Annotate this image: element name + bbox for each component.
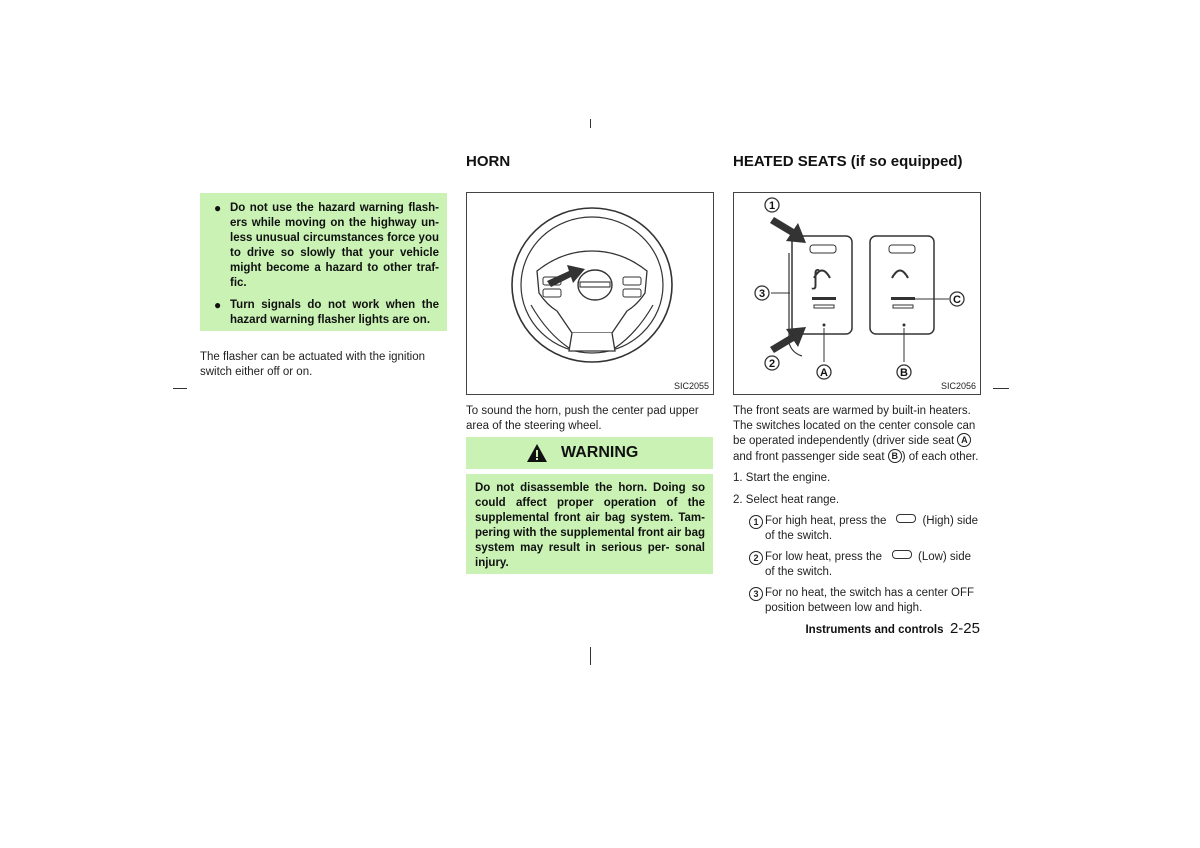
- horn-paragraph: To sound the horn, push the center pad upper area of the steering wheel.: [466, 405, 699, 432]
- figure-code: SIC2055: [673, 381, 709, 391]
- warning-triangle-icon: [526, 443, 548, 463]
- svg-text:ʃ: ʃ: [813, 265, 818, 290]
- hazard-caution-box: [200, 193, 447, 331]
- intro-paragraph: The front seats are warmed by built-in heaters. The switches located on the center console can be operated independently (driver side seat A and front passenger side seat B ) of each other.: [733, 405, 979, 463]
- crop-mark-bottom: [590, 647, 591, 665]
- callout-a-inline: A: [957, 433, 971, 447]
- callout-a: A: [820, 367, 828, 379]
- sub-step-low: 2 For low heat, press the (Low) side of the switch.: [749, 550, 981, 579]
- warning-text: Do not disassemble the horn. Doing so could affect proper operation of the supplemental front air bag system. Tam- pering with the supplemental front air bag system may result in serious per- sonal injury.: [475, 482, 705, 569]
- warning-body: [466, 474, 713, 574]
- bullet-icon: ●: [214, 298, 222, 312]
- steering-wheel-figure: [466, 192, 714, 395]
- page-number: 2-25: [949, 620, 980, 637]
- warning-header: [466, 437, 713, 469]
- step-1: 1. Start the engine.: [733, 472, 831, 484]
- warning-title: WARNING: [561, 444, 639, 461]
- crop-mark-right: [993, 388, 1009, 389]
- callout-3: 3: [758, 288, 766, 300]
- caution-item: [208, 298, 439, 328]
- callout-b: B: [900, 367, 908, 379]
- seat-switch-illustration: [734, 193, 980, 394]
- sub-step-high: 1 For high heat, press the (High) side of the switch.: [749, 514, 981, 543]
- heated-seats-heading: HEATED SEATS (if so equipped): [733, 153, 963, 170]
- bullet-icon: ●: [214, 201, 222, 215]
- footer-section: Instruments and controls: [805, 624, 944, 636]
- callout-b-inline: B: [888, 449, 902, 463]
- callout-2: 2: [768, 358, 776, 370]
- step-3-marker: 3: [749, 587, 763, 601]
- step-1-marker: 1: [749, 515, 763, 529]
- caution-item: [208, 201, 439, 291]
- page-footer: [760, 620, 980, 638]
- crop-mark-left: [173, 388, 187, 389]
- sub-step-off: 3 For no heat, the switch has a center OFF position between low and high.: [749, 586, 981, 615]
- switch-high-icon: [896, 514, 916, 523]
- heated-seats-text: [733, 404, 981, 615]
- step-2-marker: 2: [749, 551, 763, 565]
- caution-text: Do not use the hazard warning flash- ers while moving on the highway un- less unusual circumstances force you to drive so slowly that your vehicle might become a hazard to other traf- fic.: [230, 202, 439, 289]
- switch-low-icon: [892, 550, 912, 559]
- heated-seat-switch-figure: [733, 192, 981, 395]
- callout-c: C: [953, 294, 961, 306]
- steering-wheel-illustration: [467, 193, 713, 394]
- callout-1: 1: [768, 200, 776, 212]
- step-2: 2. Select heat range.: [733, 493, 840, 506]
- flasher-paragraph: The flasher can be actuated with the ignition switch either off or on.: [200, 351, 426, 378]
- caution-text: Turn signals do not work when the hazard warning flasher lights are on.: [230, 299, 439, 326]
- figure-code: SIC2056: [940, 381, 976, 391]
- crop-mark-top: [590, 119, 591, 128]
- horn-heading: HORN: [466, 153, 511, 170]
